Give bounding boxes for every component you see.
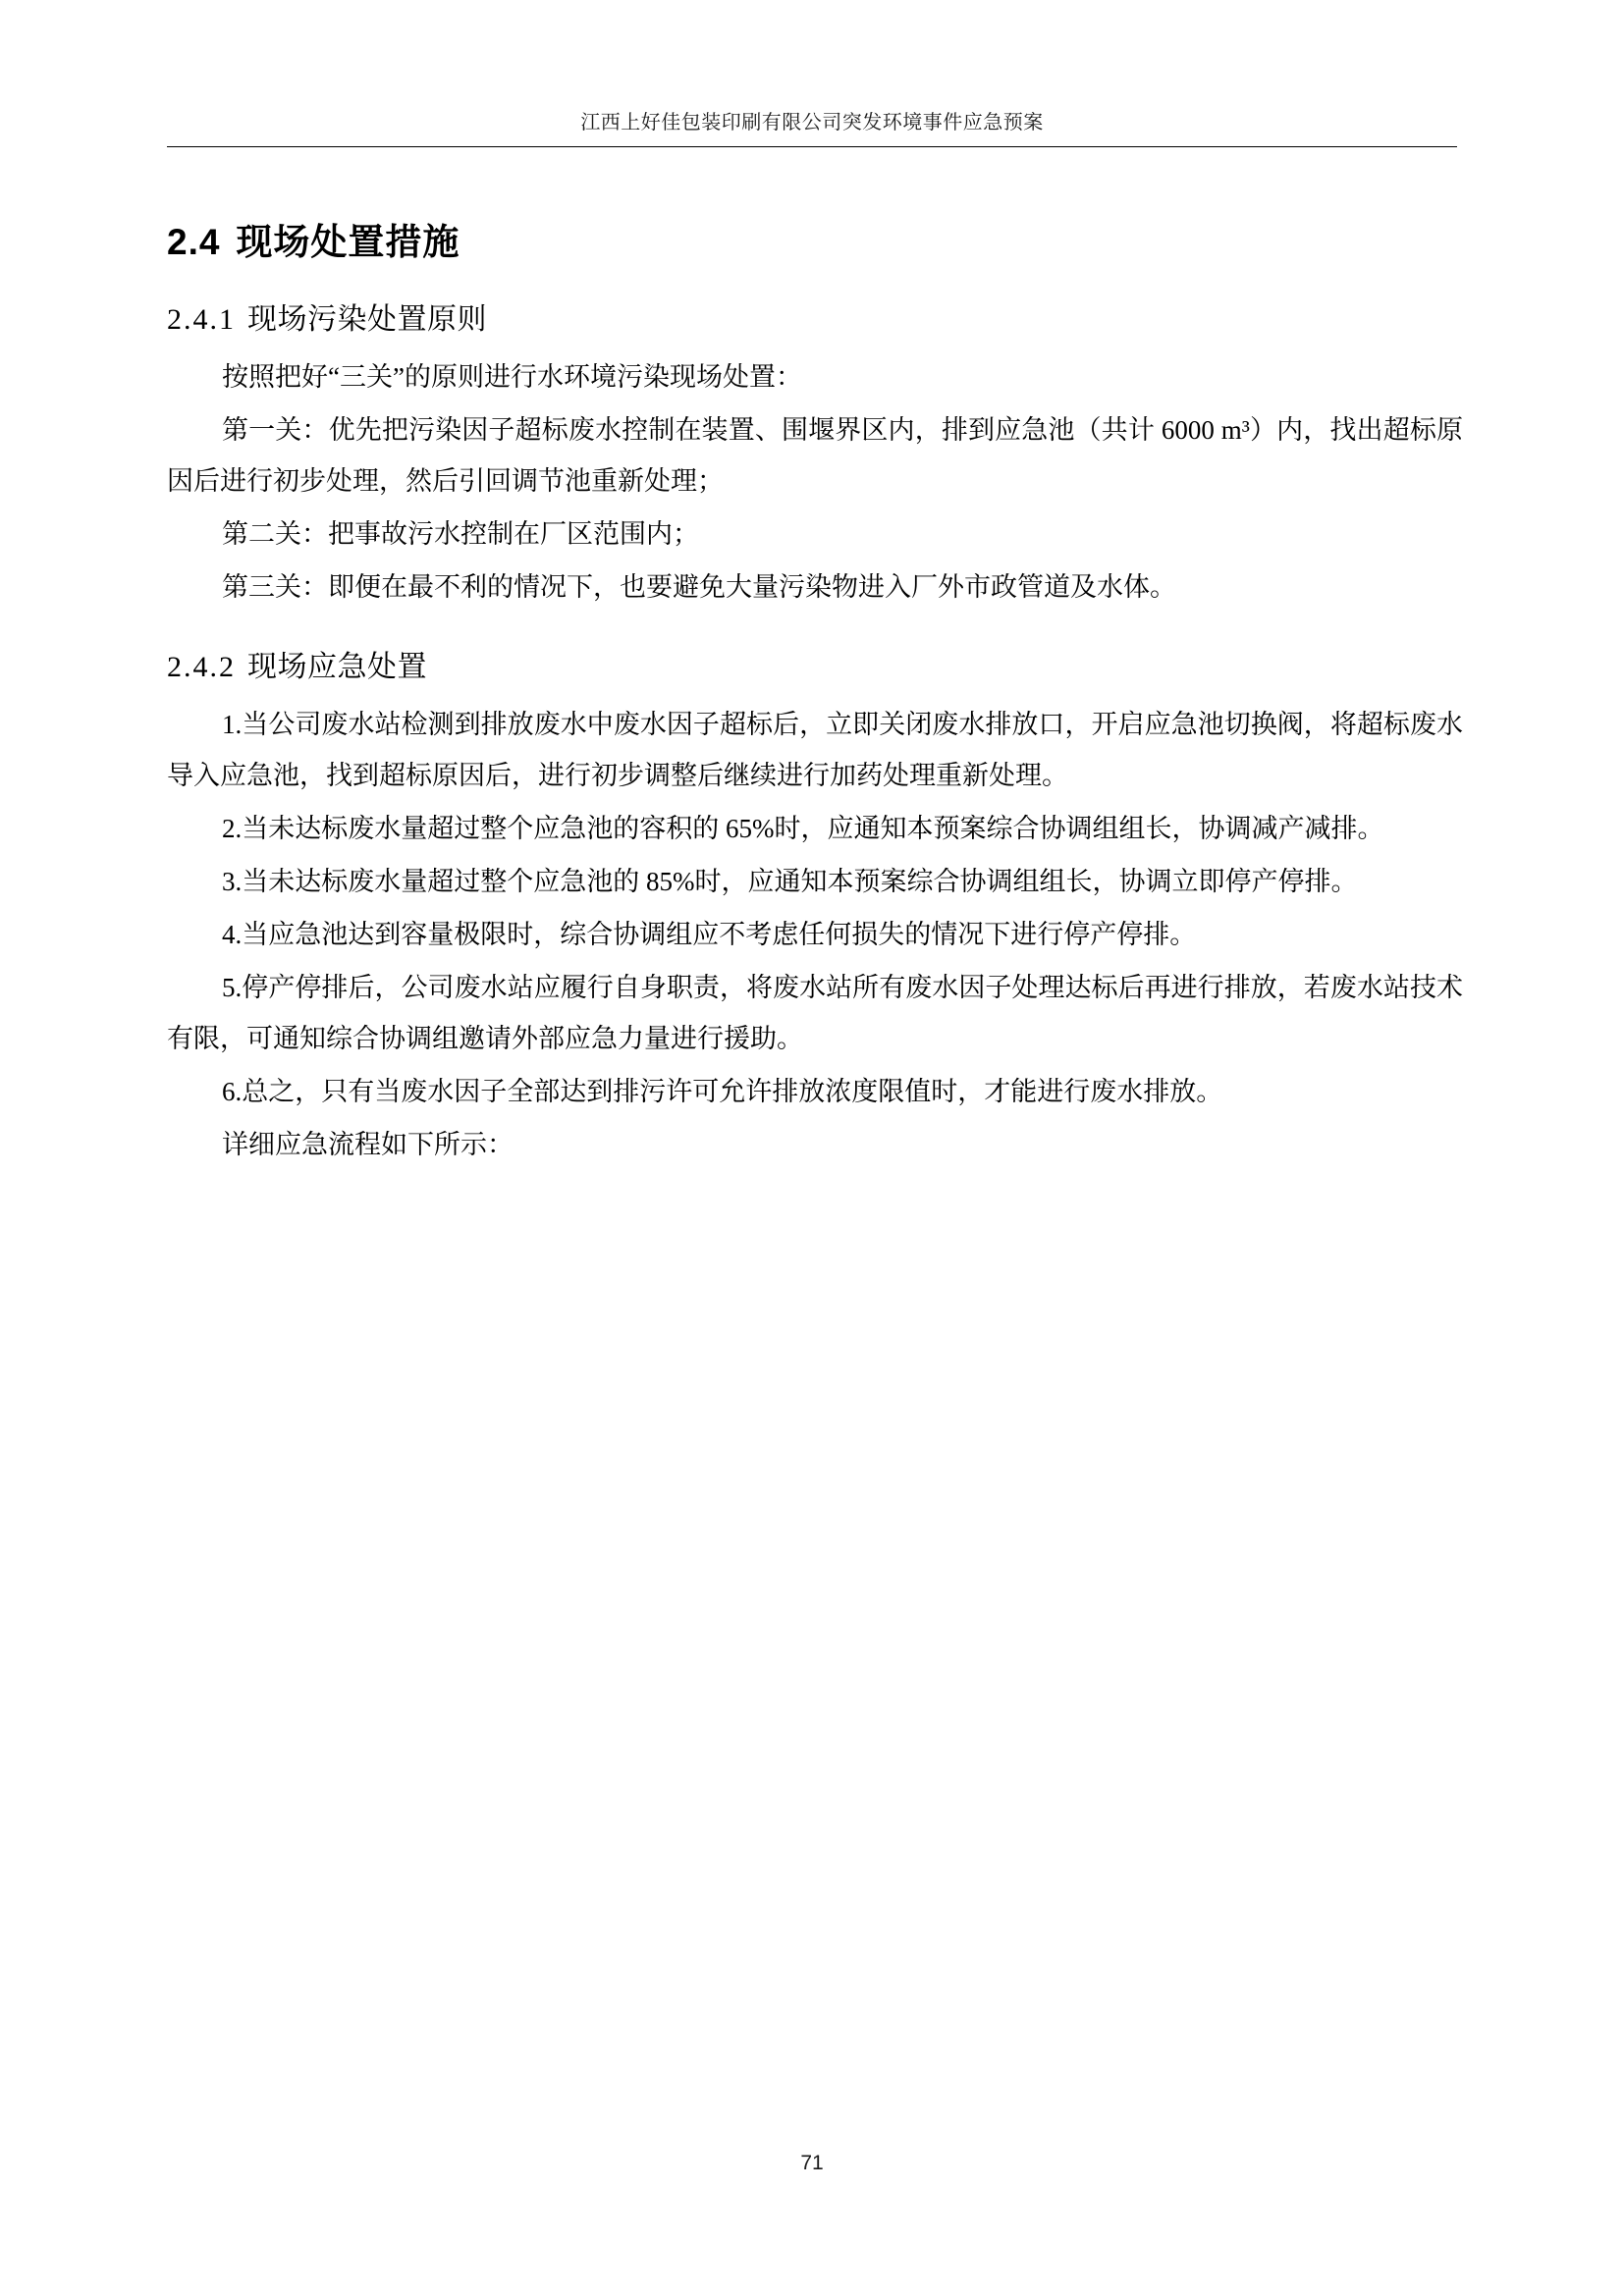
document-body bbox=[167, 185, 1463, 1172]
paragraph: 4.当应急池达到容量极限时，综合协调组应不考虑任何损失的情况下进行停产停排。 bbox=[222, 920, 1197, 949]
subsection-number-1: 2.4.1 bbox=[167, 303, 236, 336]
subsection-title-2: 现场应急处置 bbox=[247, 651, 427, 683]
paragraph: 1.当公司废水站检测到排放废水中废水因子超标后，立即关闭废水排放口，开启应急池切换阀，将超标废水导入应急池，找到超标原因后，进行初步调整后继续进行加药处理重新处理。 bbox=[167, 710, 1463, 790]
subsection-heading-1 bbox=[167, 294, 1463, 338]
paragraph: 第一关：优先把污染因子超标废水控制在装置、围堰界区内，排到应急池（共计 6000 m³）内，找出超标原因后进行初步处理，然后引回调节池重新处理； bbox=[167, 415, 1463, 496]
paragraph: 第三关：即便在最不利的情况下，也要避免大量污染物进入厂外市政管道及水体。 bbox=[222, 572, 1176, 602]
paragraph: 详细应急流程如下所示： bbox=[222, 1130, 514, 1159]
page-number: 71 bbox=[800, 2152, 824, 2174]
paragraph: 5.停产停排后，公司废水站应履行自身职责，将废水站所有废水因子处理达标后再进行排放，若废水站技术有限，可通知综合协调组邀请外部应急力量进行援助。 bbox=[167, 973, 1463, 1053]
page-header bbox=[167, 106, 1457, 147]
paragraph: 2.当未达标废水量超过整个应急池的容积的 65%时，应通知本预案综合协调组组长，协调减产减排。 bbox=[222, 814, 1384, 843]
section-heading bbox=[167, 212, 1463, 265]
header-divider bbox=[167, 146, 1457, 147]
running-header-title: 江西上好佳包装印刷有限公司突发环境事件应急预案 bbox=[580, 112, 1044, 133]
subsection-number-2: 2.4.2 bbox=[167, 651, 236, 683]
section-title: 现场处置措施 bbox=[236, 222, 460, 262]
paragraph: 按照把好“三关”的原则进行水环境污染现场处置： bbox=[222, 362, 802, 392]
paragraph: 第二关：把事故污水控制在厂区范围内； bbox=[222, 519, 699, 549]
paragraph: 6.总之，只有当废水因子全部达到排污许可允许排放浓度限值时，才能进行废水排放。 bbox=[222, 1077, 1223, 1106]
subsection-heading-2 bbox=[167, 642, 1463, 685]
section-number: 2.4 bbox=[167, 222, 221, 262]
subsection-title-1: 现场污染处置原则 bbox=[247, 303, 487, 336]
paragraph: 3.当未达标废水量超过整个应急池的 85%时，应通知本预案综合协调组组长，协调立即停产停排。 bbox=[222, 867, 1358, 896]
